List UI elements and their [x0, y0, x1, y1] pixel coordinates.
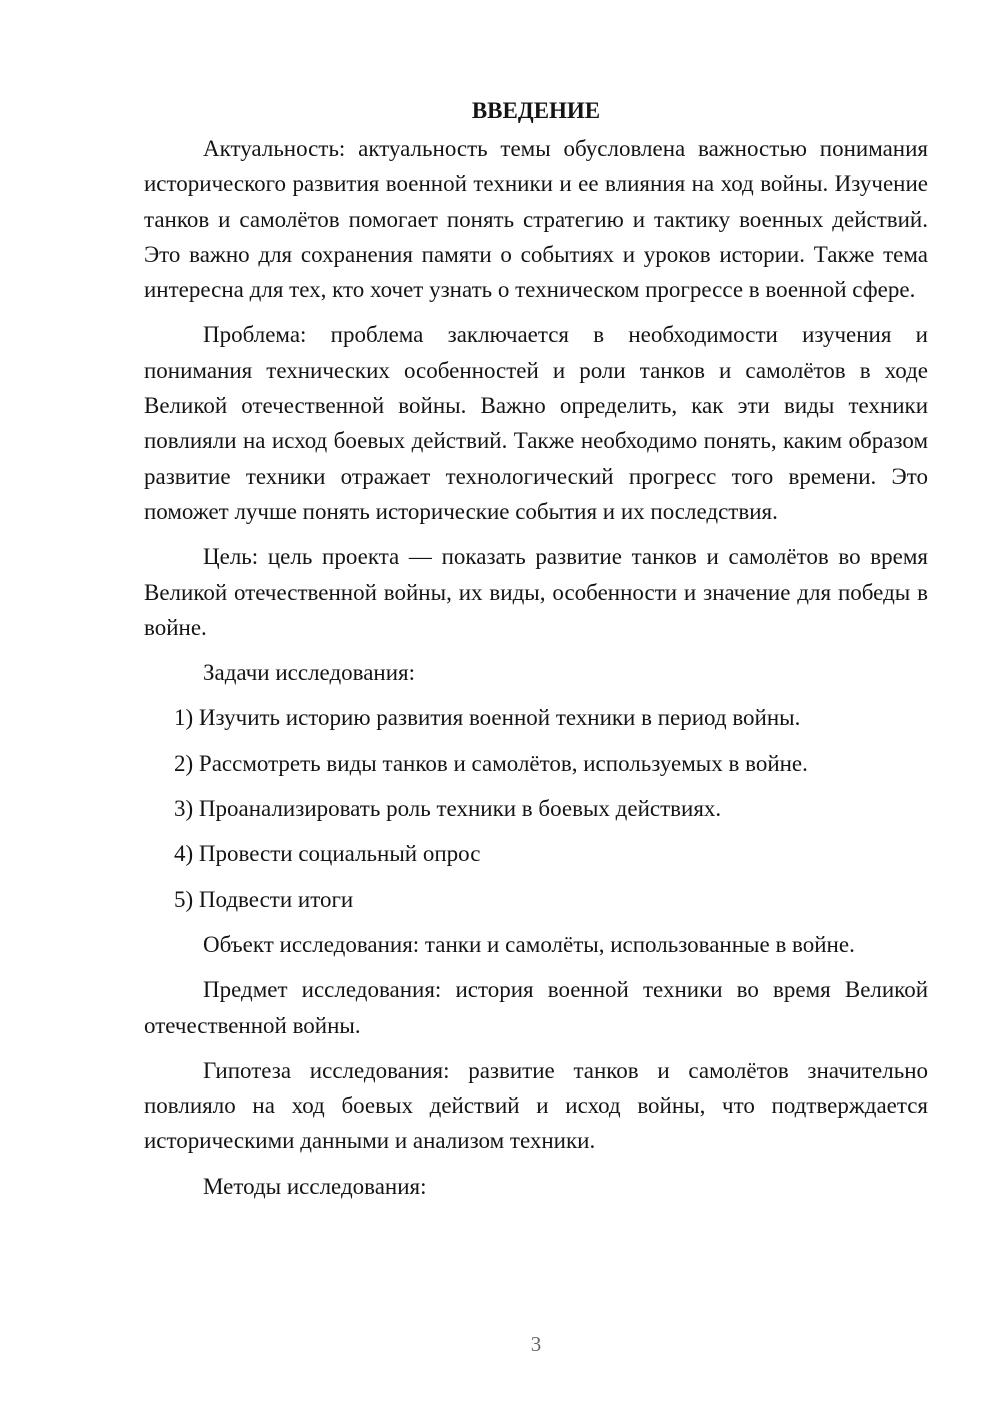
relevance-paragraph: Актуальность: актуальность темы обусловлена важностью понимания исторического развития военной техники и ее влияния на ход войны. Изучение танков и самолётов помогает понять стратегию и тактику военных действий. Это важно для сохранения памяти о событиях и уроков истории. Также тема интересна для тех, кто хочет узнать о техническом прогрессе в военной сфере. — [144, 136, 928, 303]
page-content — [144, 93, 928, 1214]
subject-paragraph: Предмет исследования: история военной техники во время Великой отечественной войны. — [144, 977, 928, 1038]
tasks-heading: Задачи исследования: — [203, 660, 416, 686]
task-item-2: 2) Рассмотреть виды танков и самолётов, используемых в войне. — [174, 750, 808, 776]
task-item-4: 4) Провести социальный опрос — [174, 841, 481, 867]
tasks-list — [144, 700, 928, 916]
hypothesis-paragraph: Гипотеза исследования: развитие танков и самолётов значительно повлияло на ход боевых действий и исход войны, что подтверждается историческими данными и анализом техники. — [144, 1057, 928, 1154]
goal-paragraph: Цель: цель проекта — показать развитие танков и самолётов во время Великой отечественной войны, их виды, особенности и значение для победы в войне. — [144, 544, 928, 640]
task-item-3: 3) Проанализировать роль техники в боевых действиях. — [174, 796, 722, 822]
section-title: ВВЕДЕНИЕ — [471, 98, 601, 123]
problem-paragraph: Проблема: проблема заключается в необходимости изучения и понимания технических особенностей и роли танков и самолётов в ходе Великой отечественной войны. Важно определить, как эти виды техники повлияли на исход боевых действий. Также необходимо понять, каким образом развитие техники отражает технологический прогресс того времени. Это поможет лучше понять исторические события и их последствия. — [144, 322, 928, 524]
task-item-5: 5) Подвести итоги — [174, 886, 354, 912]
page-number: 3 — [530, 1332, 542, 1356]
object-paragraph: Объект исследования: танки и самолёты, использованные в войне. — [203, 931, 855, 957]
methods-heading: Методы исследования: — [203, 1173, 427, 1199]
task-item-1: 1) Изучить историю развития военной техники в период войны. — [174, 705, 801, 731]
